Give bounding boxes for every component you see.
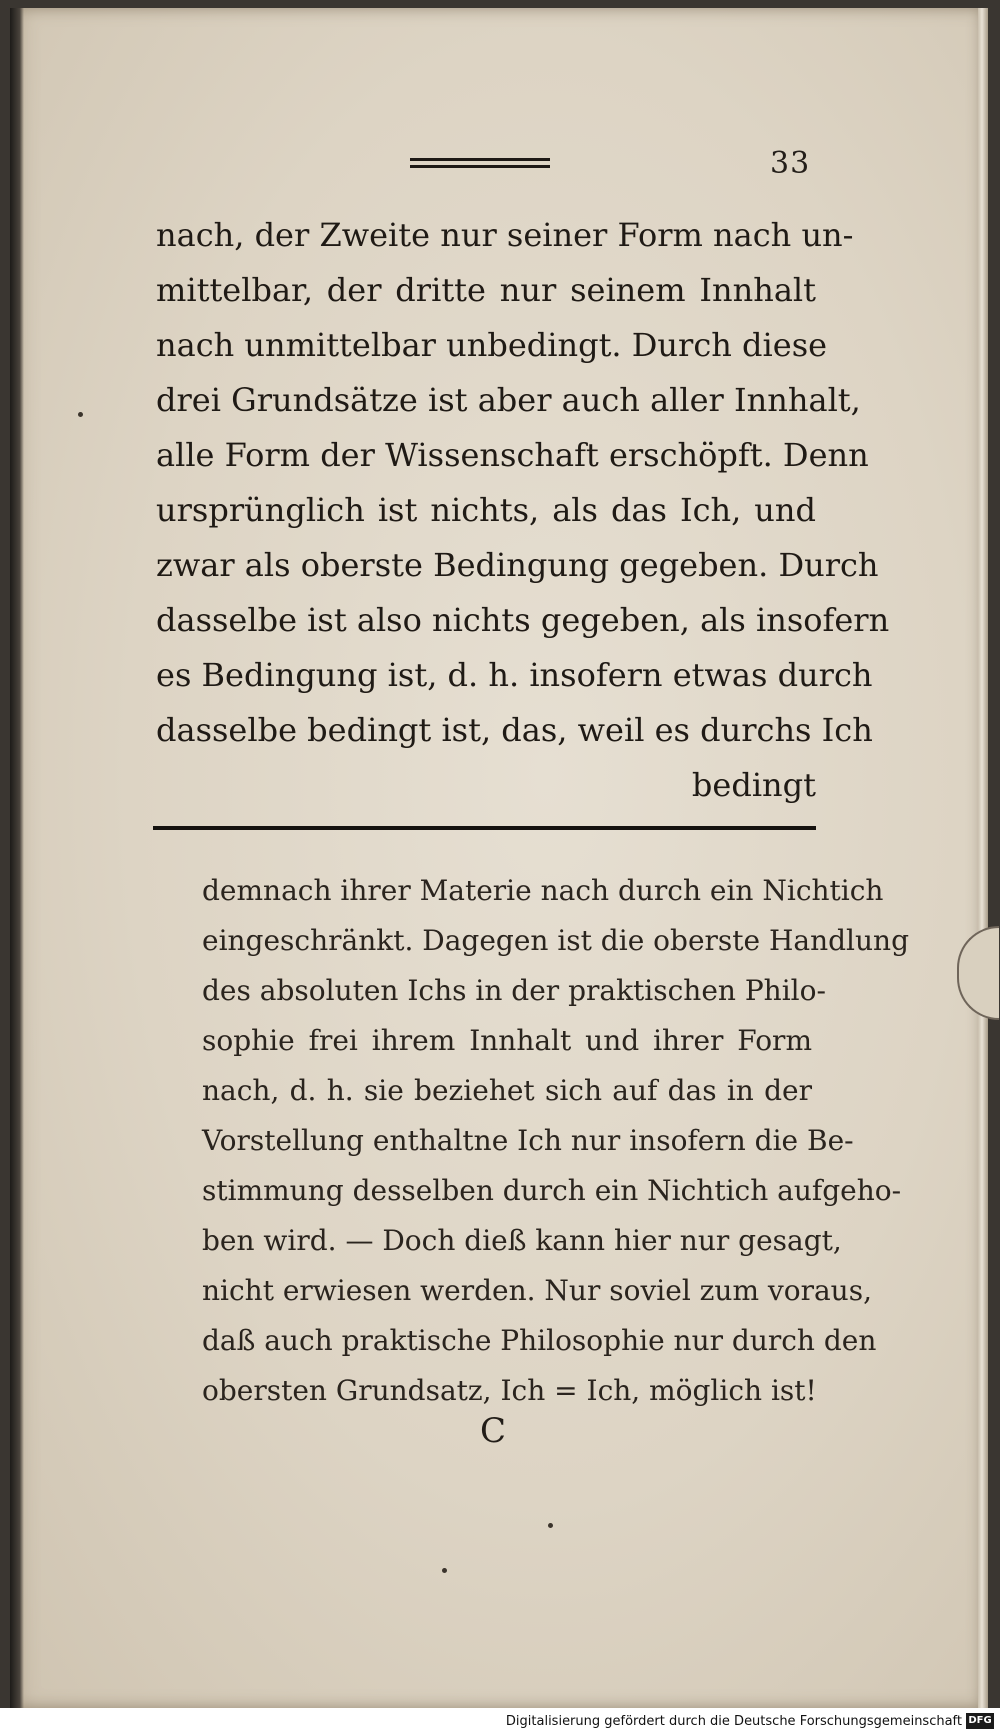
ink-speck <box>78 412 83 417</box>
main-text-line: drei Grundsätze ist aber auch aller Innhalt, <box>156 381 861 419</box>
ink-speck <box>442 1568 447 1573</box>
catchword: bedingt <box>691 766 816 804</box>
footnote-line: stimmung desselben durch ein Nichtich aufgeho- <box>202 1174 902 1207</box>
main-text-block <box>156 208 890 813</box>
main-text-line: ursprünglich ist nichts, als das Ich, und <box>156 491 816 529</box>
dfg-logo: DFG <box>966 1713 994 1729</box>
main-text-line: es Bedingung ist, d. h. insofern etwas durch <box>156 656 873 694</box>
page-tab <box>957 926 999 1020</box>
footnote-line: obersten Grundsatz, Ich = Ich, möglich ist! <box>202 1374 817 1407</box>
footnote-line: Vorstellung enthaltne Ich nur insofern die Be- <box>202 1124 854 1157</box>
page-number: 33 <box>770 146 811 181</box>
signature-mark: C <box>480 1411 507 1451</box>
footer-credit: Digitalisierung gefördert durch die Deutsche Forschungsgemeinschaft <box>505 1714 962 1729</box>
footnote-line: nach, d. h. sie beziehet sich auf das in der <box>202 1074 812 1107</box>
footnote-line: des absoluten Ichs in der praktischen Philo- <box>202 974 826 1007</box>
footnote-line: daß auch praktische Philosophie nur durch den <box>202 1324 877 1357</box>
footnote-line: demnach ihrer Materie nach durch ein Nichtich <box>202 874 884 907</box>
main-text-line: alle Form der Wissenschaft erschöpft. Denn <box>156 436 869 474</box>
footnote-line: nicht erwiesen werden. Nur soviel zum voraus, <box>202 1274 872 1307</box>
main-text-line: nach unmittelbar unbedingt. Durch diese <box>156 326 828 364</box>
main-text-line: dasselbe bedingt ist, das, weil es durchs Ich <box>156 711 873 749</box>
footnote-line: sophie frei ihrem Innhalt und ihrer Form <box>202 1024 812 1057</box>
main-text-line: zwar als oberste Bedingung gegeben. Durch <box>156 546 879 584</box>
header-rule <box>410 158 550 168</box>
page-edge <box>978 8 988 1708</box>
footnote-line: eingeschränkt. Dagegen ist die oberste Handlung <box>202 924 909 957</box>
footnote-line: ben wird. — Doch dieß kann hier nur gesagt, <box>202 1224 842 1257</box>
main-text-line: mittelbar, der dritte nur seinem Innhalt <box>156 271 816 309</box>
book-spine <box>10 8 24 1708</box>
main-text-line: dasselbe ist also nichts gegeben, als insofern <box>156 601 890 639</box>
footnote-text-block <box>202 866 909 1416</box>
footnote-divider <box>153 826 816 830</box>
main-text-line: nach, der Zweite nur seiner Form nach un- <box>156 216 854 254</box>
book-page <box>10 8 988 1708</box>
footer-bar <box>0 1708 1000 1733</box>
ink-speck <box>548 1523 553 1528</box>
